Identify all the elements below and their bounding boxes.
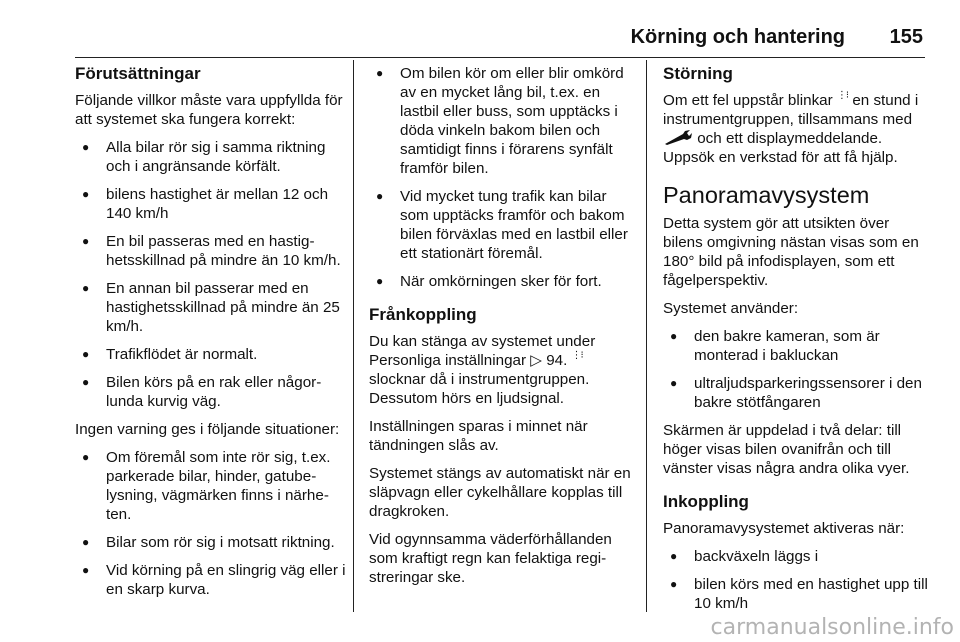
column-3: [663, 64, 929, 622]
column-1: [75, 64, 347, 608]
header-rule: [75, 57, 925, 58]
page-reference-link[interactable]: 94.: [546, 352, 568, 369]
paragraph: Systemet stängs av automatiskt när en släpvagn eller cykelhållare kopplas till dragkroken.: [369, 465, 631, 520]
column-divider-1: [353, 60, 354, 612]
list-item: ● När omkörningen sker för fort.: [369, 272, 637, 291]
side-blind-spot-icon: ⋮⁝: [571, 350, 583, 361]
section-heading-prerequisites: Förutsättningar: [75, 64, 201, 83]
list-item: ● den bakre kameran, som är monterad i bakluckan: [663, 327, 929, 365]
paragraph: Vid ogynnsamma väderförhållanden som kraftigt regn kan felaktiga registreringar ske.: [369, 531, 612, 586]
list-item: ● Om bilen kör om eller blir omkörd av en mycket lång bil, t.ex. en lastbil eller buss, som upptäcks i döda vinkeln bakom bilen och samtidigt finns i förarens synfält framför bilen.: [369, 64, 637, 178]
column-2: [369, 64, 637, 596]
list-item: ● Bilen körs på en rak eller någorlunda kurvig väg.: [75, 373, 347, 411]
list-item: ● Vid mycket tung trafik kan bilar som upptäcks framför och bakom bilen förväxlas med en lastbil eller ett stationärt föremål.: [369, 187, 637, 263]
paragraph: Skärmen är uppdelad i två delar: till höger visas bilen ovanifrån och till vänster visas några andra olika vyer.: [663, 422, 910, 477]
watermark: carmanualsonline.info: [710, 615, 954, 640]
list-item: ● Bilar som rör sig i motsatt riktning.: [75, 533, 347, 552]
paragraph: Om ett fel uppstår blinkar ⋮⁝ en stund i instrumentgruppen, tillsammans med och ett displaymeddelande. Uppsök en verkstad för att få hjälp.: [663, 90, 919, 166]
list-item: ● bilens hastighet är mellan 12 och 140 km/h: [75, 185, 347, 223]
paragraph: Du kan stänga av systemet under Personliga inställningar ▷ 94. ⋮⁝ slocknar då i instrumentgruppen. Dessutom hörs en ljudsignal.: [369, 333, 596, 407]
wrench-icon: [663, 129, 693, 145]
paragraph: Följande villkor måste vara uppfyllda för att systemet ska fungera korrekt:: [75, 92, 343, 128]
paragraph: Systemet använder:: [663, 300, 799, 317]
list-item: ● bilen körs med en hastighet upp till 10 km/h: [663, 575, 929, 613]
uses-list: [663, 327, 929, 412]
section-heading-panorama: Panoramavysystem: [663, 182, 870, 208]
list-item: ● ultraljudsparkeringssensorer i den bakre stötfångaren: [663, 374, 929, 412]
column-divider-2: [646, 60, 647, 612]
page-number: 155: [889, 26, 923, 48]
side-blind-spot-icon: ⋮⁝: [836, 90, 849, 101]
list-item: ● backväxeln läggs i: [663, 547, 929, 566]
section-heading-activation: Inkoppling: [663, 492, 749, 511]
list-item: ● En annan bil passerar med en hastighetsskillnad på mindre än 25 km/h.: [75, 279, 347, 336]
paragraph: Ingen varning ges i följande situationer:: [75, 421, 340, 438]
paragraph: Inställningen sparas i minnet när tändningen slås av.: [369, 418, 588, 454]
list-item: ● Trafikflödet är normalt.: [75, 345, 347, 364]
list-item: ● Om föremål som inte rör sig, t.ex. parkerade bilar, hinder, gatubelysning, vägmärken finns i närheten.: [75, 448, 347, 524]
list-item: ● Alla bilar rör sig i samma riktning och i angränsande körfält.: [75, 138, 347, 176]
no-warning-list: [75, 448, 347, 599]
paragraph: Detta system gör att utsikten över bilens omgivning nästan visas som en 180° bild på infodisplayen, som ett fågelperspektiv.: [663, 215, 919, 289]
list-item: ● En bil passeras med en hastighetsskillnad på mindre än 10 km/h.: [75, 232, 347, 270]
section-heading-fault: Störning: [663, 64, 733, 83]
paragraph: Panoramavysystemet aktiveras när:: [663, 520, 905, 537]
section-heading-deactivation: Frånkoppling: [369, 305, 477, 324]
chapter-title: Körning och hantering: [630, 26, 845, 48]
no-warning-list-continued: [369, 64, 637, 291]
activation-list: [663, 547, 929, 613]
conditions-list: [75, 138, 347, 411]
page-header: [0, 24, 960, 54]
list-item: ● Vid körning på en slingrig väg eller i en skarp kurva.: [75, 561, 347, 599]
page-reference-icon: ▷: [530, 352, 542, 369]
